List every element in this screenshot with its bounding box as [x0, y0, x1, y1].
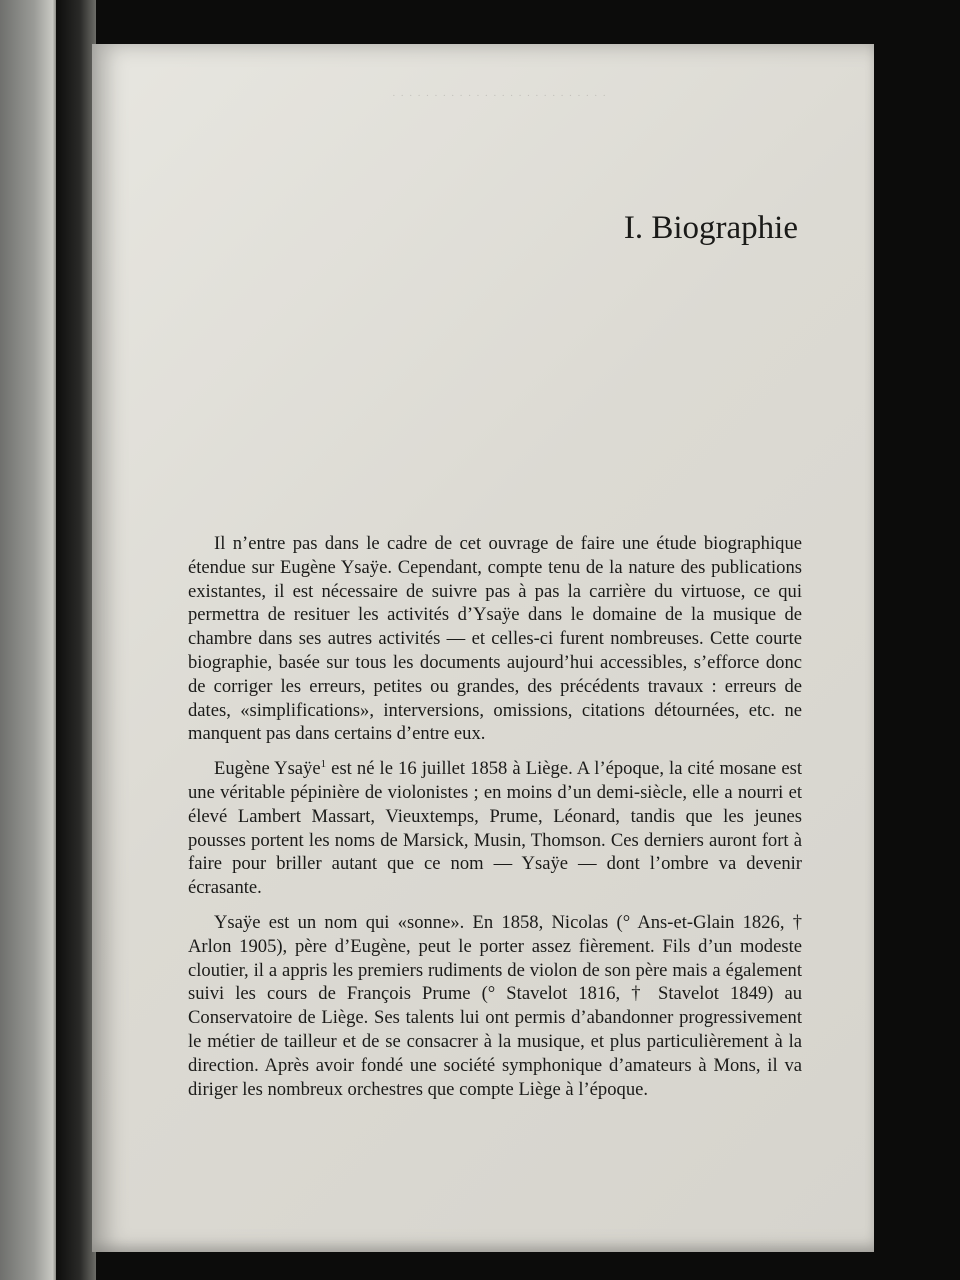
paragraph-2-start: Eugène Ysaÿe [214, 758, 321, 780]
book-page [92, 44, 874, 1252]
paragraph-3: Ysaÿe est un nom qui «sonne». En 1858, Nicolas (° Ans-et-Glain 1826, † Arlon 1905), père d’Eugène, peut le porter assez fièrement. Fils d’un modeste cloutier, il a appris les premiers rudiments de violon de son père mais a également suivi les cours de François Prume (° Stavelot 1816, † Stavelot 1849) au Conservatoire de Liège. Ses talents lui ont permis d’abandonner progressivement le métier de tailleur et de se consacrer à la musique, et plus particulièrement à la direction. Après avoir fondé une société symphonique d’amateurs à Mons, il va diriger les nombreux orchestres que compte Liège à l’époque. [188, 911, 802, 1100]
show-through-running-head: · · · · · · · · · · · · · · · · · · · · · · · · · · [392, 90, 607, 102]
paragraph-2-rest: est né le 16 juillet 1858 à Liège. A l’époque, la cité mosane est une véritable pépinière de violonistes ; en moins d’un demi-siècle, elle a nourri et élevé Lambert Massart, Vieuxtemps, Prume, Léonard, tandis que les jeunes pousses portent les noms de Marsick, Musin, Thomson. Ces derniers auront fort à faire pour briller autant que ce nom — Ysaÿe — dont l’ombre va devenir écrasante. [188, 758, 802, 899]
chapter-title [624, 210, 798, 247]
left-page-edge [0, 0, 62, 1280]
paragraph-1: Il n’entre pas dans le cadre de cet ouvrage de faire une étude biographique étendue sur Eugène Ysaÿe. Cependant, compte tenu de la nature des publications existantes, il est nécessaire de suivre pas à pas la carrière du virtuose, ce qui permettra de resituer les activités d’Ysaÿe dans le domaine de la musique de chambre dans ses autres activités — et celles-ci furent nombreuses. Cette courte biographie, basée sur tous les documents aujourd’hui accessibles, s’efforce donc de corriger les erreurs, petites ou grandes, des précédents travaux : erreurs de dates, «simplifications», interversions, omissions, citations détournées, etc. ne manquent pas dans certains d’entre eux. [188, 533, 802, 745]
body-text [188, 532, 802, 1112]
footnote-marker: 1 [320, 757, 327, 770]
chapter-number: I. [623, 210, 644, 246]
paragraph-2 [188, 757, 802, 900]
chapter-name: Biographie [651, 210, 798, 246]
book-gutter-shadow [56, 0, 96, 1280]
